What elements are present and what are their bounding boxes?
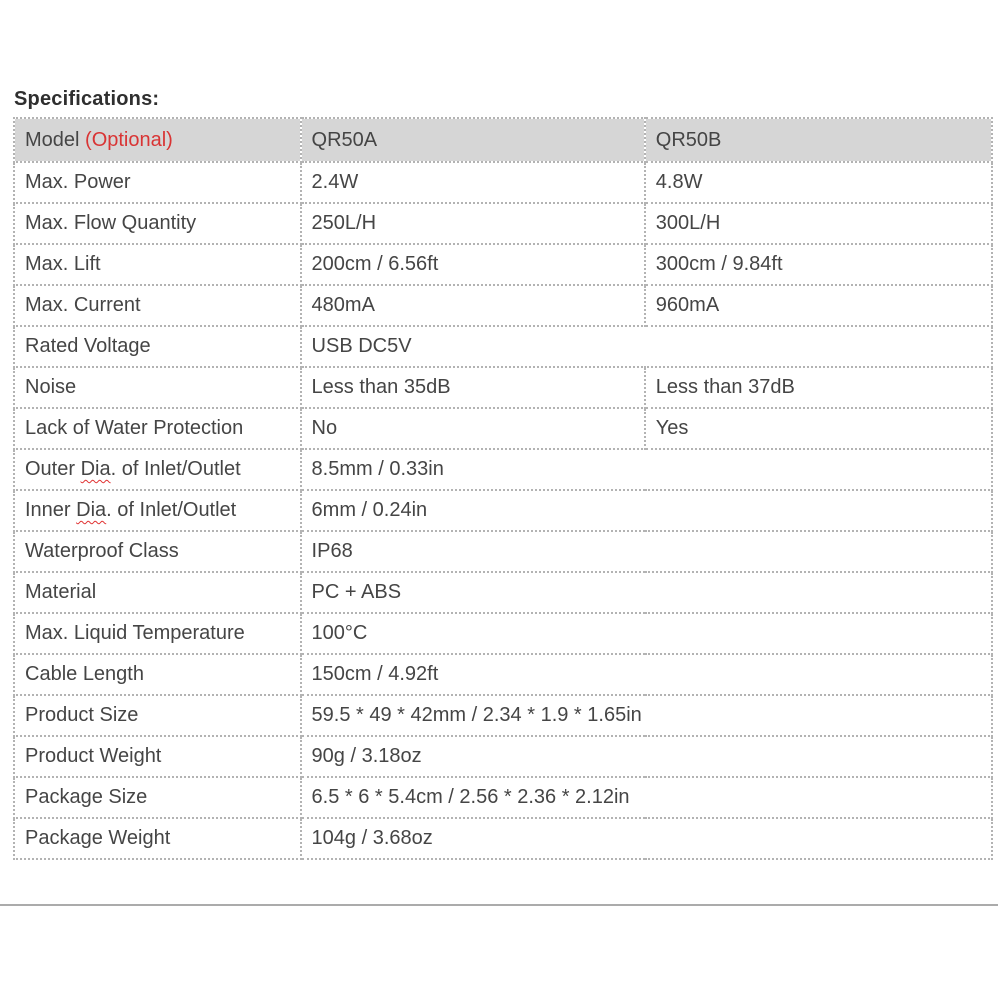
table-row (14, 326, 992, 367)
misspelled-word: Dia (80, 458, 111, 480)
spec-label: Waterproof Class (14, 531, 301, 572)
spec-value: 104g / 3.68oz (301, 818, 992, 859)
table-header (14, 118, 992, 162)
label-text: . of Inlet/Outlet (110, 458, 241, 480)
spec-value: 300cm / 9.84ft (645, 244, 992, 285)
header-cell-qr50b: QR50B (645, 118, 992, 162)
spec-label: Product Size (14, 695, 301, 736)
model-optional-label: (Optional) (85, 128, 173, 151)
table-bottom-rule (0, 904, 998, 906)
spec-value: 150cm / 4.92ft (301, 654, 992, 695)
spec-label: Lack of Water Protection (14, 408, 301, 449)
model-label: Model (25, 128, 86, 151)
spec-value: 90g / 3.18oz (301, 736, 992, 777)
label-text: . of Inlet/Outlet (106, 499, 237, 521)
spec-value: 250L/H (301, 203, 645, 244)
table-row (14, 572, 992, 613)
spec-label: Package Weight (14, 818, 301, 859)
table-row (14, 244, 992, 285)
table-row (14, 531, 992, 572)
specifications-table (13, 117, 993, 860)
header-cell-model (14, 118, 301, 162)
spec-label: Cable Length (14, 654, 301, 695)
header-cell-qr50a: QR50A (301, 118, 645, 162)
table-row (14, 736, 992, 777)
table-row (14, 203, 992, 244)
table-row (14, 162, 992, 203)
spec-value: 300L/H (645, 203, 992, 244)
spec-table-body (14, 162, 992, 859)
spec-label: Max. Lift (14, 244, 301, 285)
spec-label: Material (14, 572, 301, 613)
label-text: Inner (25, 499, 77, 521)
spec-value: USB DC5V (301, 326, 992, 367)
spec-label (14, 490, 301, 531)
table-row (14, 285, 992, 326)
spec-value: PC + ABS (301, 572, 992, 613)
spec-label: Noise (14, 367, 301, 408)
table-row (14, 367, 992, 408)
spec-value: 2.4W (301, 162, 645, 203)
spec-value: No (301, 408, 645, 449)
table-row (14, 777, 992, 818)
table-row (14, 695, 992, 736)
spec-value: Yes (645, 408, 992, 449)
spec-label: Max. Current (14, 285, 301, 326)
table-row (14, 613, 992, 654)
spec-value: 4.8W (645, 162, 992, 203)
spec-label: Product Weight (14, 736, 301, 777)
spec-label: Package Size (14, 777, 301, 818)
spec-value: 6.5 * 6 * 5.4cm / 2.56 * 2.36 * 2.12in (301, 777, 992, 818)
spec-label: Max. Power (14, 162, 301, 203)
table-row (14, 449, 992, 490)
spec-value: Less than 35dB (301, 367, 645, 408)
table-header-row (14, 118, 992, 162)
spec-value: 100°C (301, 613, 992, 654)
table-row (14, 654, 992, 695)
label-text: Outer (25, 458, 81, 480)
spec-label: Max. Flow Quantity (14, 203, 301, 244)
spec-value: 480mA (301, 285, 645, 326)
page-title: Specifications: (14, 88, 160, 110)
misspelled-word: Dia (76, 499, 107, 521)
spec-value: 200cm / 6.56ft (301, 244, 645, 285)
table-row (14, 818, 992, 859)
table-row (14, 490, 992, 531)
spec-value: 960mA (645, 285, 992, 326)
table-row (14, 408, 992, 449)
spec-label: Rated Voltage (14, 326, 301, 367)
spec-label (14, 449, 301, 490)
spec-value: Less than 37dB (645, 367, 992, 408)
spec-value: 59.5 * 49 * 42mm / 2.34 * 1.9 * 1.65in (301, 695, 992, 736)
spec-value: IP68 (301, 531, 992, 572)
spec-label: Max. Liquid Temperature (14, 613, 301, 654)
spec-value: 6mm / 0.24in (301, 490, 992, 531)
spec-value: 8.5mm / 0.33in (301, 449, 992, 490)
